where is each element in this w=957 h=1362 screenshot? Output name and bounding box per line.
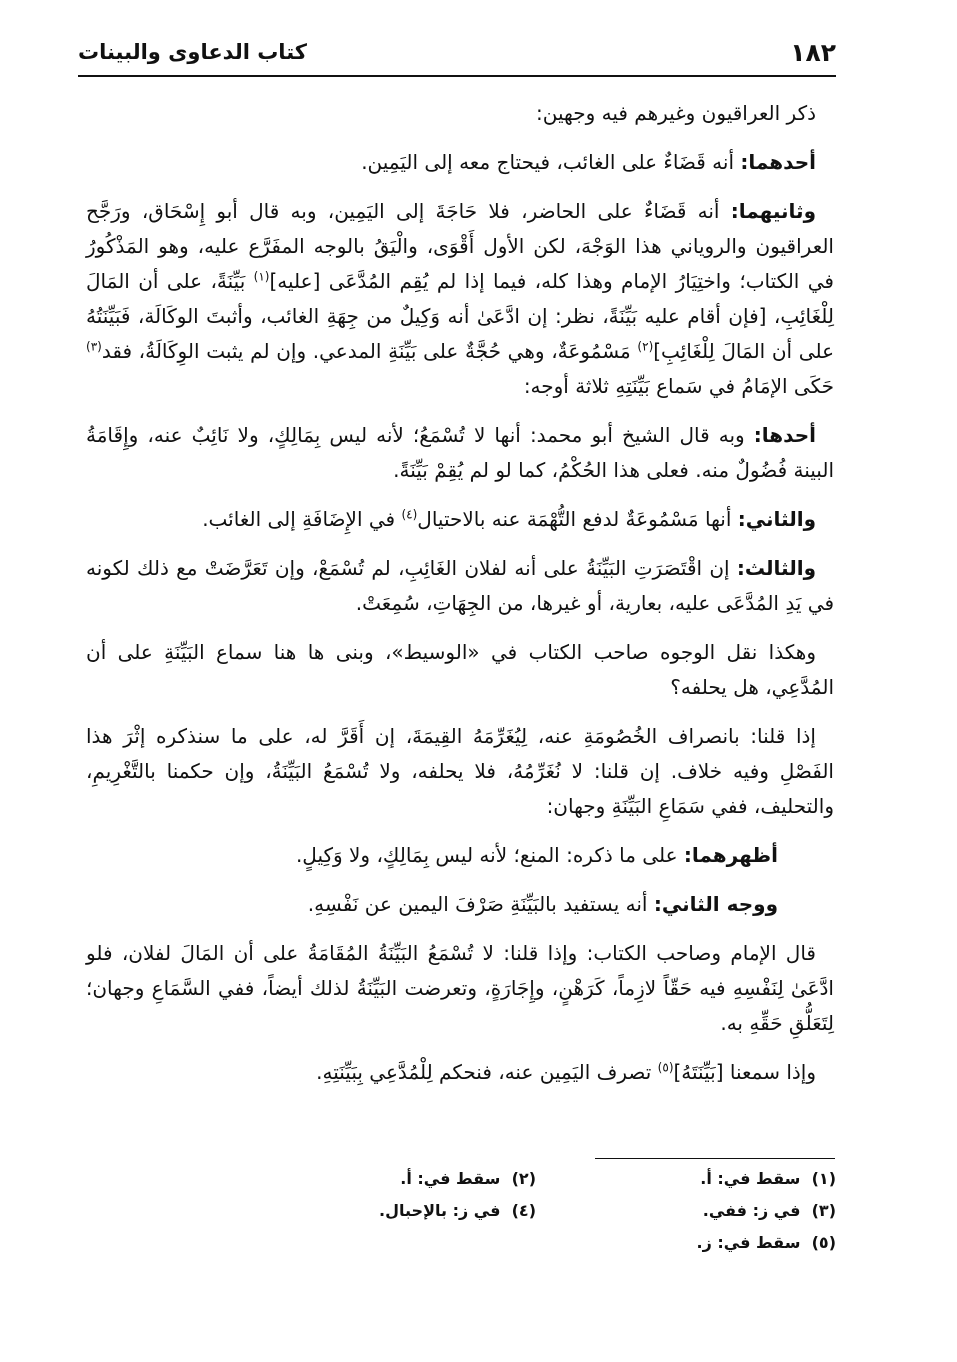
footnote-4 <box>379 1200 536 1222</box>
paragraph-option-1 <box>86 418 834 488</box>
footnote-text: في ز: بالإحبال. <box>379 1201 501 1220</box>
paragraph-if-we-say <box>86 719 834 824</box>
paragraph-text: وبه قال الشيخ أبو محمد: أنها لا تُسْمَعُ؛ لأنه ليس بِمَالِكٍ، ولا نَائِبٌ عنه، وإِقَامَةُ البينة فُضُولٌ منه. فعلى هذا الحُكْمُ، كما لو لم يُقِمْ بَيِّنَةً. <box>86 423 834 482</box>
paragraph-final <box>86 1055 834 1090</box>
footnote-ref-3[interactable]: (٣) <box>86 339 102 354</box>
paragraph-text: بَيِّنَةً، على أن المَالَ لِلْغَائِبِ، [فإن أقام عليه بَيِّنَةً، نظر: إن ادَّعَىٰ أنه وَكِيلٌ من جِهَةِ الغائب، وأثبتَ الوكَالَة، فَبَيِّنَتُهُ على أن المَالَ لِلْغَائِبِ] <box>86 269 835 363</box>
footnote-text: سقط في: أ. <box>400 1169 501 1188</box>
paragraph-text: قال الإمام وصاحب الكتاب: وإذا قلنا: لا تُسْمَعُ البَيِّنَةُ المُقَامَةُ على أن المَالَ لفلان، فلو ادَّعَىٰ لِنَفْسِهِ فيه حَقّاً لازِماً، كَرَهْنٍ، وإِجَارَةٍ، وتعرضت البَيِّنَةُ لذلك أيضاً، ففي السَّمَاعِ وجهان؛ لِتَعَلُّقِ حَقِّهِ به. <box>86 941 834 1035</box>
paragraph-lead: ووجه الثاني: <box>653 892 778 916</box>
footnote-1 <box>700 1168 836 1190</box>
footnote-2 <box>400 1168 536 1190</box>
footnote-rule <box>595 1158 835 1159</box>
paragraph-text: أنه قَضَاءٌ على الحاضر، فلا حَاجَةَ إلى اليَمِين، وبه قال أبو إِسْحَاق، ورَجَّح العراقيون والروياني هذا الوَجْهَ، لكن الأول أَقْوَى، والْيَقُ بالوجه المفَرَّع عليه، وهو المَذْكُورُ في الكتاب؛ واختِيَارُ الإمام وهذا كله، فيما إذا لم يُقِم المُدَّعَى [عليه] <box>86 199 834 293</box>
footnote-number: (٣) <box>811 1201 836 1220</box>
paragraph-second-view <box>86 194 834 404</box>
footnote-ref-4[interactable]: (٤) <box>401 507 418 522</box>
paragraph-second-reason <box>86 887 834 922</box>
paragraph-text: تصرف اليَمِين عنه، فنحكم لِلْمُدَّعِي بِبَيِّنَتِهِ. <box>316 1060 658 1084</box>
footnote-ref-5[interactable]: (٥) <box>657 1060 674 1075</box>
footnote-ref-1[interactable]: (١) <box>253 269 270 284</box>
paragraph-text: إن اقْتَصَرَتِ البَيِّنَةُ على أنه لفلان الغَائِبِ، لم تُسْمَعْ، وإن تَعَرَّضَتْ مع ذلك لكونه في يَدِ المُدَّعَى عليه، بعارية، أو غيرها، من الجِهَاتِ، سُمِعَتْ. <box>86 556 834 615</box>
paragraph-text: في الإِضَافَةِ إلى الغائب. <box>202 507 402 531</box>
paragraph-lead: والثالث: <box>736 556 816 580</box>
footnote-ref-2[interactable]: (٢) <box>637 339 654 354</box>
paragraph-first-view <box>86 145 834 180</box>
paragraph-text: وإذا سمعنا [بَيِّنَتَهُ] <box>673 1060 816 1084</box>
footnote-text: سقط في: ز. <box>696 1233 801 1252</box>
paragraph-wasit <box>86 635 834 705</box>
footnote-3 <box>703 1200 836 1222</box>
paragraph-text: إذا قلنا: بانصراف الخُصُومَةِ عنه، لِيُغَرِّمَهُ القِيمَةَ، إن أَقَرَّ له، على ما سنذكره إثْرَ هذا الفَصْلِ وفيه خلاف. إن قلنا: لا نُغَرِّمُهُ، فلا يحلفه، ولا تُسْمَعُ البَيِّنَةُ، وإن حكمنا بالتَّغْرِيمِ، والتحليف، ففي سَمَاعِ البَيِّنَةِ وجهان: <box>86 724 834 818</box>
footnote-5 <box>697 1232 836 1254</box>
paragraph-more-apparent <box>86 838 834 873</box>
footnote-number: (١) <box>811 1169 836 1188</box>
paragraph-text: على ما ذكره: المنع؛ لأنه ليس بِمَالِكٍ، ولا وَكِيلٍ. <box>295 843 684 867</box>
paragraph-intro <box>86 96 834 131</box>
footnote-number: (٢) <box>511 1169 536 1188</box>
paragraph-text: وهكذا نقل الوجوه صاحب الكتاب في «الوسيط»، وبنى ها هنا سماع البَيِّنَةِ على أن المُدَّعِي، هل يحلفه؟ <box>86 640 834 699</box>
paragraph-text: أنها مَسْمُوعَةٌ لدفع التُّهْمَة عنه بالاحتيال <box>417 507 738 531</box>
paragraph-text: حَكَى الإمَامُ في سَماع بَيِّنَتِهِ ثلاثة أوجه: <box>523 374 834 398</box>
paragraph-lead: وثانيهما: <box>730 199 816 223</box>
page-number: ١٨٢ <box>790 38 836 67</box>
running-header <box>78 38 836 74</box>
footnote-number: (٤) <box>511 1201 536 1220</box>
footnote-text: سقط في: أ. <box>700 1169 801 1188</box>
paragraph-text: مَسْمُوعَةٌ، وهي حُجَّةٌ على بَيِّنَةِ المدعي. وإن لم يثبت الوِكَالَةُ، فقد <box>101 339 638 363</box>
paragraph-option-3 <box>86 551 834 621</box>
paragraph-text: أنه قَضَاءٌ على الغائب، فيحتاج معه إلى اليَمِين. <box>361 150 741 174</box>
footnotes <box>300 1168 836 1278</box>
paragraph-imam <box>86 936 834 1041</box>
paragraph-lead: والثاني: <box>737 507 816 531</box>
paragraph-text: ذكر العراقيون وغيرهم فيه وجهين: <box>536 101 816 125</box>
paragraph-lead: أحدهما: <box>740 150 816 174</box>
paragraph-text: أنه يستفيد بالبَيِّنَةِ صَرْفَ اليمين عن نَفْسِهِ. <box>307 892 654 916</box>
paragraph-option-2 <box>86 502 834 537</box>
book-title: كتاب الدعاوى والبينات <box>78 40 307 64</box>
footnote-number: (٥) <box>811 1233 836 1252</box>
footnote-text: في ز: ففي. <box>702 1201 801 1220</box>
paragraph-lead: أظهرهما: <box>683 843 778 867</box>
header-rule <box>78 75 836 77</box>
main-text <box>86 96 834 1104</box>
paragraph-lead: أحدها: <box>753 423 816 447</box>
